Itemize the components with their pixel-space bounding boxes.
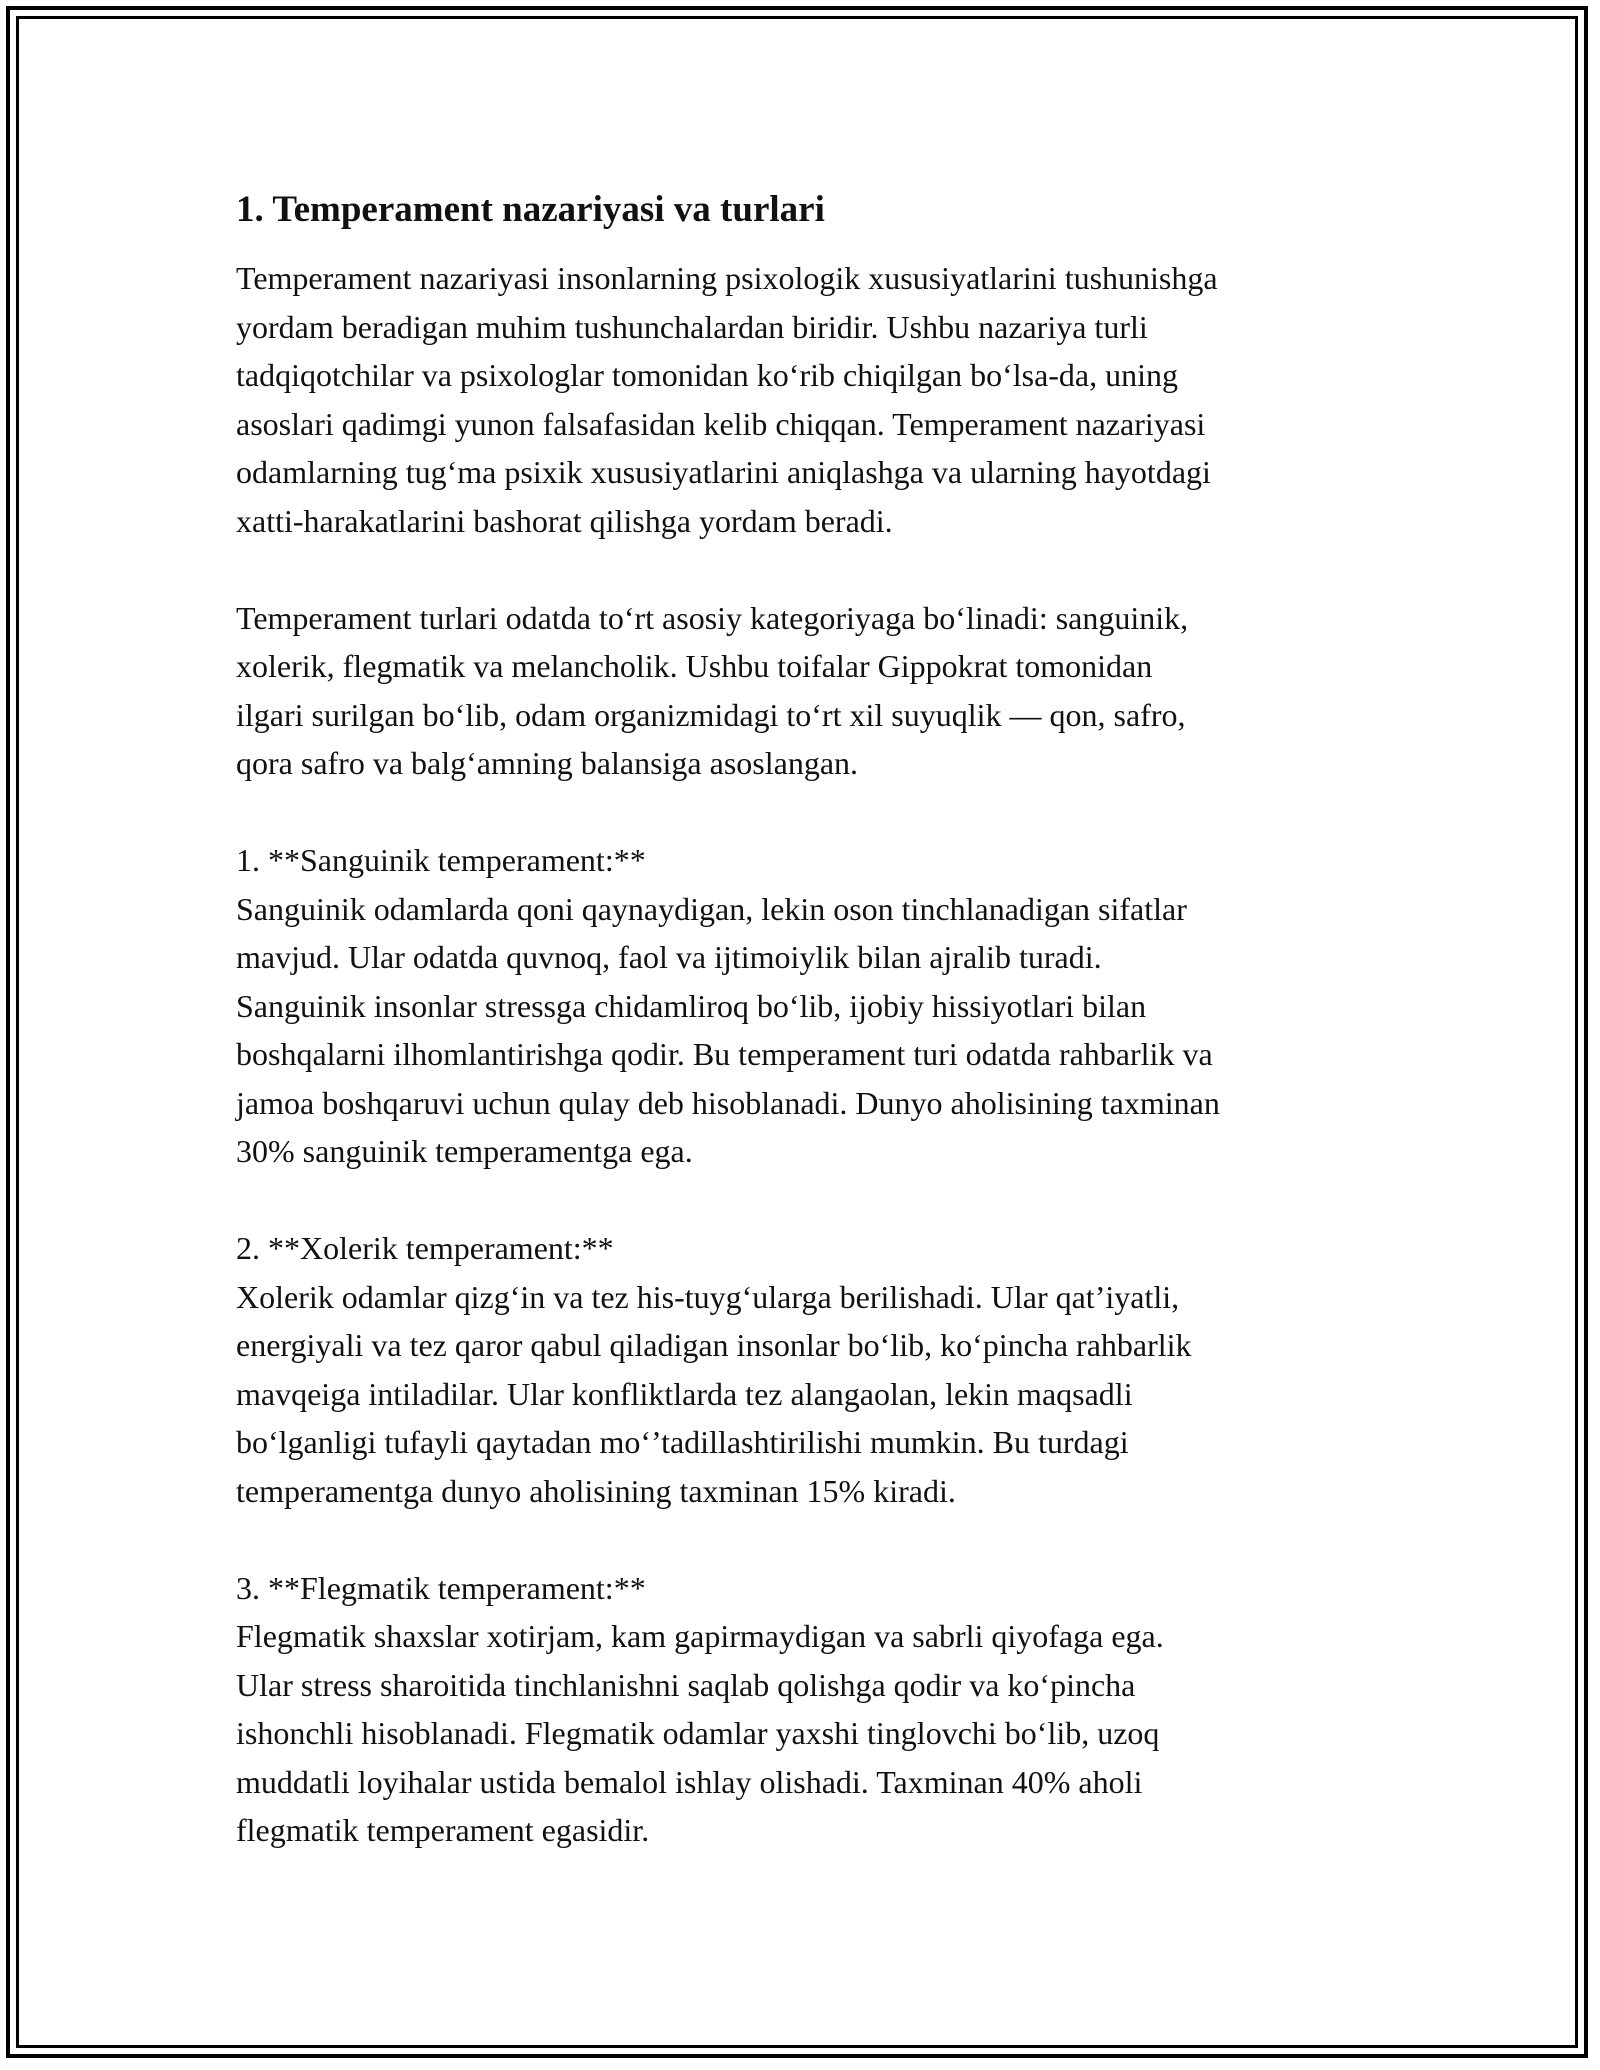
paragraph-types-overview: Temperament turlari odatda to‘rt asosiy kategoriyaga bo‘linadi: sanguinik, xolerik, flegmatik va melancholik. Ushbu toifalar Gippokrat tomonidan ilgari surilgan bo‘lib, odam organizmidagi to‘rt xil suyuqlik — qon, safro, qora safro va balg‘amning balansiga asoslangan. — [236, 599, 1189, 781]
paragraph-sanguine: 1. **Sanguinik temperament:** Sanguinik odamlarda qoni qaynaydigan, lekin oson tinchlanadigan sifatlar mavjud. Ular odatda quvnoq, faol va ijtimoiylik bilan ajralib turadi. Sanguinik insonlar stressga chidamliroq bo‘lib, ijobiy hissiyotlari bilan boshqalarni ilhomlantirishga qodir. Bu temperament turi odatda rahbarlik va jamoa boshqaruvi uchun qulay deb hisoblanadi. Dunyo aholisining taxminan 30% sanguinik temperamentga ega. — [236, 842, 1220, 1169]
paragraph-choleric: 2. **Xolerik temperament:** Xolerik odamlar qizg‘in va tez his-tuyg‘ularga berilishadi. Ular qat’iyatli, energiyali va tez qaror qabul qiladigan insonlar bo‘lib, ko‘pincha rahbarlik mavqeiga intiladilar. Ular konfliktlarda tez alangaolan, lekin maqsadli bo‘lganligi tufayli qaytadan mo‘’tadillashtirilishi mumkin. Bu turdagi temperamentga dunyo aholisining taxminan 15% kiradi. — [236, 1230, 1192, 1509]
paragraph-intro: Temperament nazariyasi insonlarning psixologik xususiyatlarini tushunishga yordam beradigan muhim tushunchalardan biridir. Ushbu nazariya turli tadqiqotchilar va psixologlar tomonidan ko‘rib chiqilgan bo‘lsa-da, uning asoslari qadimgi yunon falsafasidan kelib chiqqan. Temperament nazariyasi odamlarning tug‘ma psixik xususiyatlarini aniqlashga va ularning hayotdagi xatti-harakatlarini bashorat qilishga yordam beradi. — [236, 260, 1218, 539]
paragraph-phlegmatic: 3. **Flegmatik temperament:** Flegmatik shaxslar xotirjam, kam gapirmaydigan va sabrli qiyofaga ega. Ular stress sharoitida tinchlanishni saqlab qolishga qodir va ko‘pincha ishonchli hisoblanadi. Flegmatik odamlar yaxshi tinglovchi bo‘lib, uzoq muddatli loyihalar ustida bemalol ishlay olishadi. Taxminan 40% aholi flegmatik temperament egasidir. — [236, 1569, 1164, 1848]
section-heading: 1. Temperament nazariyasi va turlari — [236, 189, 825, 230]
document-page — [236, 186, 1376, 1903]
